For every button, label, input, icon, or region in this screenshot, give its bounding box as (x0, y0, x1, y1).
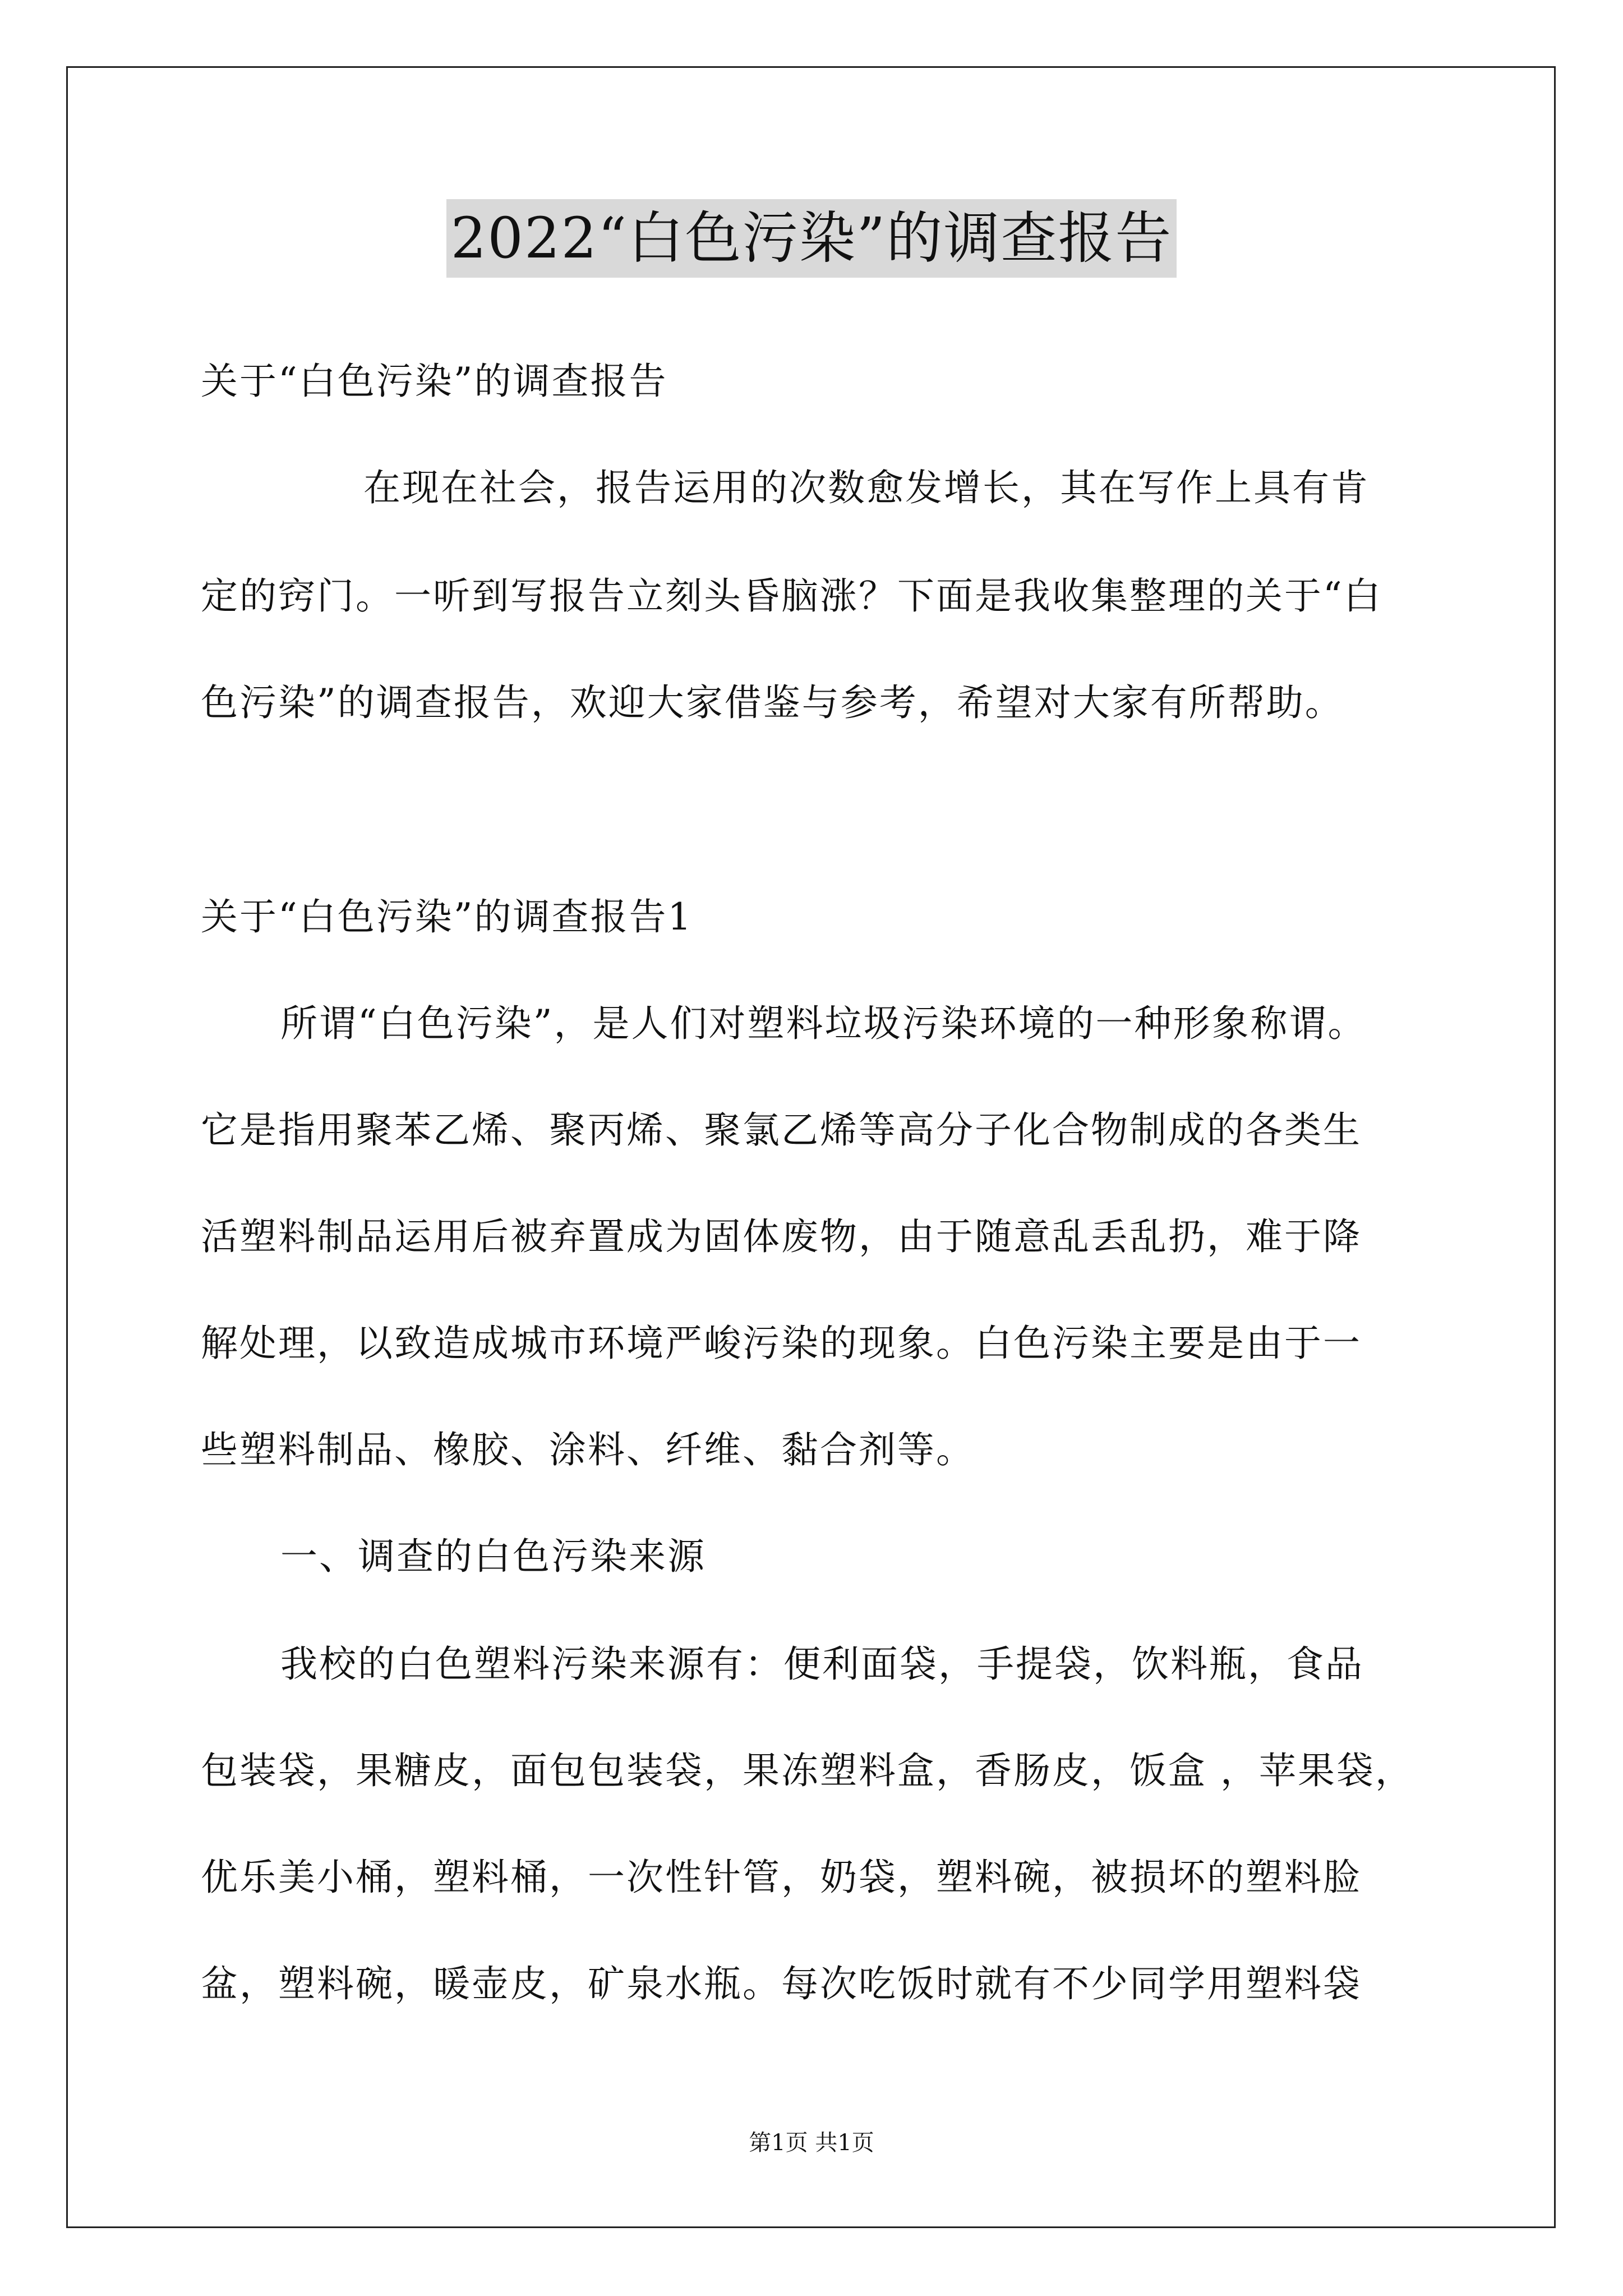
subtitle-line: 关于“白色污染”的调查报告 (201, 360, 668, 403)
body-line: 在现在社会，报告运用的次数愈发增长，其在写作上具有肯 (363, 466, 1370, 509)
body-line: 定的窍门。一听到写报告立刻头昏脑涨？下面是我收集整理的关于“白 (201, 574, 1382, 618)
section-heading: 关于“白色污染”的调查报告1 (201, 895, 693, 938)
body-line: 优乐美小桶，塑料桶，一次性针管，奶袋，塑料碗，被损坏的塑料脸 (201, 1856, 1362, 1899)
body-line: 解处理，以致造成城市环境严峻污染的现象。白色污染主要是由于一 (201, 1322, 1362, 1365)
title-container (0, 199, 1623, 278)
body-line: 包装袋，果糖皮，面包包装袋，果冻塑料盒，香肠皮，饭盒 ，苹果袋， (201, 1749, 1414, 1792)
body-line: 活塑料制品运用后被弃置成为固体废物，由于随意乱丢乱扔，难于降 (201, 1215, 1362, 1258)
body-line: 色污染”的调查报告，欢迎大家借鉴与参考，希望对大家有所帮助。 (201, 681, 1344, 724)
document-title: 2022“白色污染”的调查报告 (446, 199, 1177, 278)
body-line: 我校的白色塑料污染来源有：便利面袋，手提袋，饮料瓶，食品 (280, 1642, 1364, 1686)
body-line: 所谓“白色污染”，是人们对塑料垃圾污染环境的一种形象称谓。 (280, 1002, 1367, 1045)
body-line: 些塑料制品、橡胶、涂料、纤维、黏合剂等。 (201, 1428, 975, 1471)
subsection-heading: 一、调查的白色污染来源 (280, 1535, 706, 1578)
page-footer: 第1页 共1页 (749, 2130, 874, 2156)
body-line: 盆，塑料碗，暖壶皮，矿泉水瓶。每次吃饭时就有不少同学用塑料袋 (201, 1962, 1362, 2005)
body-line: 它是指用聚苯乙烯、聚丙烯、聚氯乙烯等高分子化合物制成的各类生 (201, 1108, 1362, 1152)
